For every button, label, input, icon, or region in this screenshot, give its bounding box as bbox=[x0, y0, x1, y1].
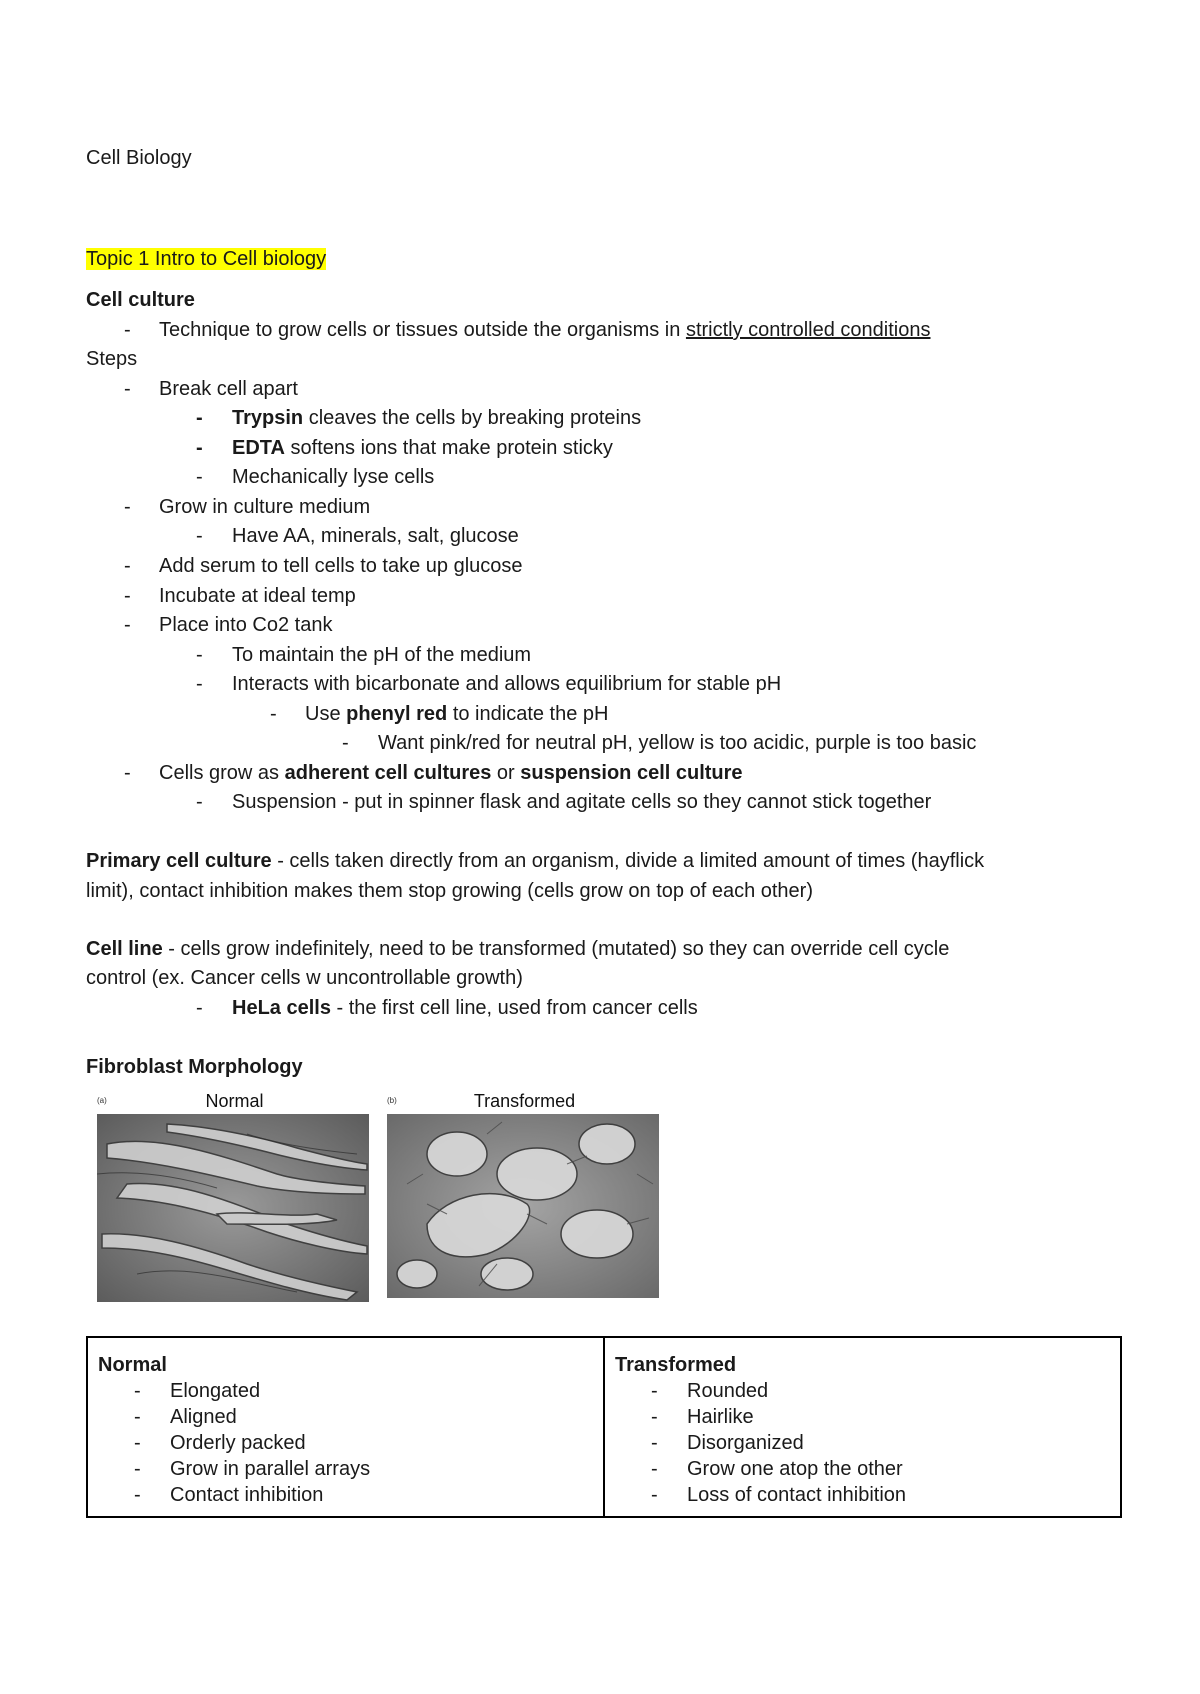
list-item bbox=[98, 1430, 593, 1456]
topic-heading bbox=[86, 247, 326, 271]
step-phenyl-red bbox=[305, 702, 608, 726]
normal-heading: Normal bbox=[98, 1354, 167, 1376]
bullet-dash: - bbox=[651, 1484, 658, 1506]
primary-term: Primary cell culture bbox=[86, 850, 272, 872]
bullet-dash: - bbox=[196, 673, 203, 695]
panel-a-caption: Normal bbox=[205, 1091, 264, 1111]
step-grow-medium: Grow in culture medium bbox=[159, 496, 371, 518]
hela-text: - the first cell line, used from cancer cells bbox=[330, 997, 698, 1019]
bullet-dash: - bbox=[124, 762, 131, 784]
panel-b-caption: Transformed bbox=[473, 1091, 576, 1111]
list-item bbox=[615, 1404, 1110, 1430]
trypsin-text: cleaves the cells by breaking proteins bbox=[303, 407, 642, 429]
step-trypsin bbox=[232, 406, 641, 430]
list-item bbox=[615, 1482, 1110, 1508]
bullet-dash: - bbox=[342, 732, 349, 754]
bullet-dash: - bbox=[651, 1406, 658, 1428]
normal-item: Orderly packed bbox=[170, 1432, 306, 1454]
step-edta bbox=[232, 436, 613, 460]
normal-item: Elongated bbox=[170, 1380, 261, 1402]
bullet-dash: - bbox=[196, 466, 203, 488]
step-suspension-detail: Suspension - put in spinner flask and agitate cells so they cannot stick together bbox=[232, 791, 932, 813]
step-incubate: Incubate at ideal temp bbox=[159, 585, 356, 607]
transformed-heading: Transformed bbox=[615, 1354, 737, 1376]
bullet-dash: - bbox=[196, 644, 203, 666]
steps-label: Steps bbox=[86, 348, 138, 370]
bullet-dash: - bbox=[124, 378, 131, 400]
bullet-dash: - bbox=[196, 997, 203, 1019]
step-lyse: Mechanically lyse cells bbox=[232, 466, 435, 488]
step-serum: Add serum to tell cells to take up glucose bbox=[159, 555, 523, 577]
trypsin-term: Trypsin bbox=[232, 407, 304, 429]
bullet-dash: - bbox=[124, 555, 131, 577]
phenyl-pre: Use bbox=[305, 703, 347, 725]
table-row bbox=[87, 1337, 1121, 1517]
panel-normal bbox=[97, 1090, 372, 1302]
bullet-dash: - bbox=[651, 1432, 658, 1454]
bullet-dash: - bbox=[196, 437, 203, 459]
step-phenyl-colors: Want pink/red for neutral pH, yellow is too acidic, purple is too basic bbox=[378, 732, 977, 754]
bullet-dash: - bbox=[270, 703, 277, 725]
list-item bbox=[98, 1404, 593, 1430]
cell-culture-heading bbox=[86, 288, 195, 312]
panel-a-letter: (a) bbox=[97, 1096, 107, 1105]
definition-underline: strictly controlled conditions bbox=[685, 319, 931, 341]
cell-line-line1 bbox=[86, 937, 949, 961]
bullet-dash: - bbox=[124, 496, 131, 518]
step-medium-contents: Have AA, minerals, salt, glucose bbox=[232, 525, 519, 547]
bullet-dash: - bbox=[124, 319, 131, 341]
transformed-item: Grow one atop the other bbox=[687, 1458, 903, 1480]
hela-line bbox=[232, 996, 698, 1020]
bullet-dash: - bbox=[651, 1380, 658, 1402]
topic-heading-text: Topic 1 Intro to Cell biology bbox=[86, 248, 327, 270]
fibroblast-figure bbox=[97, 1090, 667, 1305]
hela-term: HeLa cells bbox=[232, 997, 331, 1019]
phenyl-term: phenyl red bbox=[346, 703, 448, 725]
edta-term: EDTA bbox=[232, 437, 285, 459]
list-item bbox=[615, 1378, 1110, 1404]
step-ph-maintain: To maintain the pH of the medium bbox=[232, 644, 532, 666]
step-break-apart: Break cell apart bbox=[159, 378, 298, 400]
cell-culture-heading-text: Cell culture bbox=[86, 289, 195, 311]
suspension-term: suspension cell culture bbox=[520, 762, 743, 784]
primary-culture-line2: limit), contact inhibition makes them stop growing (cells grow on top of each other) bbox=[86, 880, 814, 902]
bullet-dash: - bbox=[124, 614, 131, 636]
normal-item: Grow in parallel arrays bbox=[170, 1458, 371, 1480]
bullet-dash: - bbox=[124, 585, 131, 607]
grow-as-pre: Cells grow as bbox=[159, 762, 285, 784]
bullet-dash: - bbox=[134, 1432, 141, 1454]
transformed-column bbox=[604, 1337, 1121, 1517]
primary-text: - cells taken directly from an organism, divide a limited amount of times (hayflick bbox=[271, 850, 985, 872]
bullet-dash: - bbox=[134, 1380, 141, 1402]
list-item bbox=[98, 1378, 593, 1404]
bullet-dash: - bbox=[196, 791, 203, 813]
primary-culture-line1 bbox=[86, 849, 984, 873]
list-item bbox=[615, 1430, 1110, 1456]
comparison-table bbox=[86, 1336, 1122, 1518]
cell-line-line2: control (ex. Cancer cells w uncontrollable growth) bbox=[86, 967, 523, 989]
transformed-item: Rounded bbox=[687, 1380, 769, 1402]
definition-text: Technique to grow cells or tissues outside the organisms in bbox=[159, 319, 686, 341]
transformed-fibroblast-image bbox=[387, 1114, 659, 1298]
normal-item: Contact inhibition bbox=[170, 1484, 324, 1506]
transformed-item: Disorganized bbox=[687, 1432, 804, 1454]
bullet-dash: - bbox=[134, 1484, 141, 1506]
bullet-dash: - bbox=[134, 1406, 141, 1428]
adherent-term: adherent cell cultures bbox=[284, 762, 492, 784]
panel-transformed bbox=[387, 1090, 662, 1302]
transformed-item: Loss of contact inhibition bbox=[687, 1484, 907, 1506]
list-item bbox=[98, 1456, 593, 1482]
normal-column bbox=[87, 1337, 604, 1517]
phenyl-post: to indicate the pH bbox=[447, 703, 609, 725]
list-item bbox=[615, 1456, 1110, 1482]
bullet-dash: - bbox=[196, 407, 203, 429]
cell-line-term: Cell line bbox=[86, 938, 163, 960]
or-text: or bbox=[491, 762, 521, 784]
list-item bbox=[98, 1482, 593, 1508]
normal-item: Aligned bbox=[170, 1406, 237, 1428]
doc-title: Cell Biology bbox=[86, 147, 192, 169]
cell-culture-definition bbox=[159, 318, 931, 342]
normal-fibroblast-image bbox=[97, 1114, 369, 1302]
fibroblast-heading bbox=[86, 1055, 303, 1079]
bullet-dash: - bbox=[134, 1458, 141, 1480]
step-co2: Place into Co2 tank bbox=[159, 614, 333, 636]
panel-b-letter: (b) bbox=[387, 1096, 397, 1105]
edta-text: softens ions that make protein sticky bbox=[284, 437, 613, 459]
cell-line-text: - cells grow indefinitely, need to be transformed (mutated) so they can override cell cycle bbox=[162, 938, 950, 960]
step-grow-as bbox=[159, 761, 743, 785]
bullet-dash: - bbox=[651, 1458, 658, 1480]
bullet-dash: - bbox=[196, 525, 203, 547]
step-bicarbonate: Interacts with bicarbonate and allows equilibrium for stable pH bbox=[232, 673, 782, 695]
transformed-item: Hairlike bbox=[687, 1406, 754, 1428]
fibroblast-heading-text: Fibroblast Morphology bbox=[86, 1056, 303, 1078]
